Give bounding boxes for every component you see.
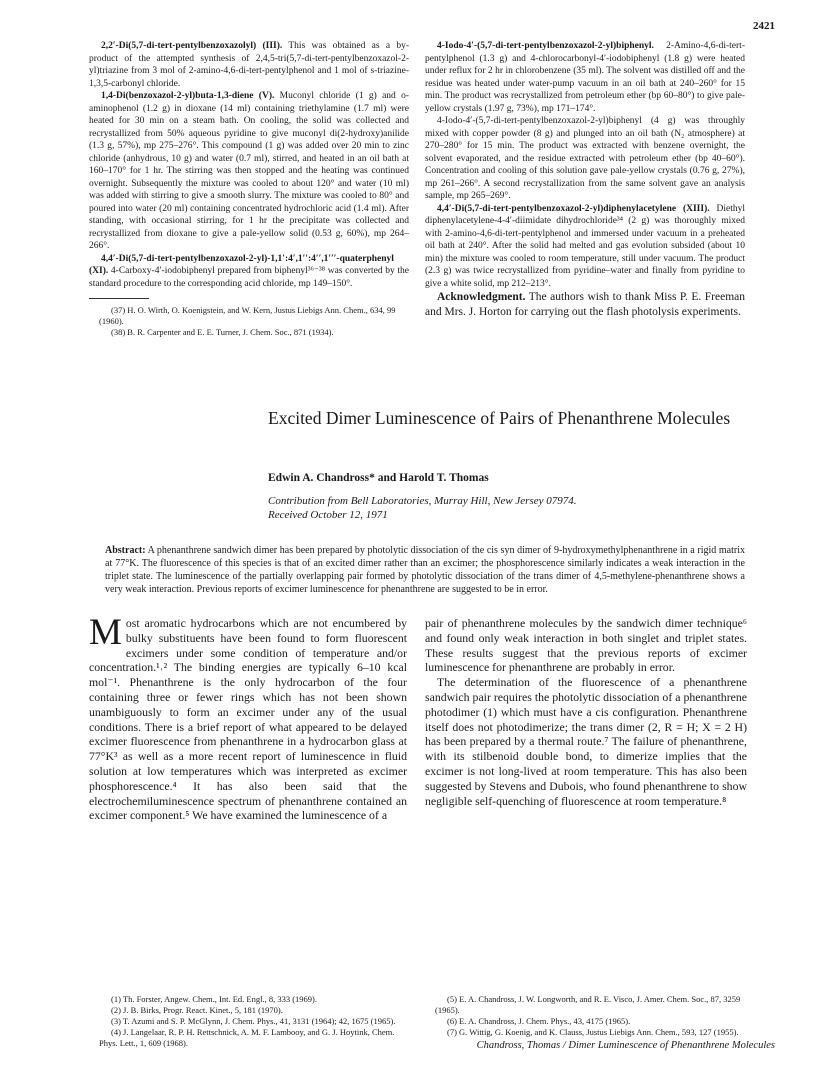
footnote: (7) G. Wittig, G. Koenig, and K. Clauss, Justus Liebigs Ann. Chem., 593, 127 (1955). — [447, 1027, 739, 1037]
footnote: (2) J. B. Birks, Progr. React. Kinet., 5, 181 (1970). — [111, 1005, 283, 1015]
abstract-label: Abstract: — [105, 545, 146, 556]
main-right-column — [425, 616, 747, 808]
main-left-column — [89, 612, 407, 823]
abstract — [105, 544, 745, 596]
paragraph — [425, 40, 745, 115]
abstract-text: A phenanthrene sandwich dimer has been prepared by photolytic dissociation of the cis syn dimer of 9-hydroxymethylphenanthrene in a rigid matrix at 77°K. The fluorescence of this species is that of an excited dimer rather than an excimer; the phosphorescence similarly indicates a weak interaction in the triplet state. The luminescence of the partially overlapping pair formed by photolytic dissociation of the trans dimer of 4,5-methylene-phenanthrene shows a very weak interaction. Previous reports of excimer luminescence for phenanthrene are suggested to be in error. — [105, 545, 745, 595]
paragraph: The determination of the fluorescence of a phenanthrene sandwich pair requires the photolytic dissociation of a phenanthrene photodimer (1) which must have a cis configuration. Phenanthrene itself does not photodimerize; the trans dimer (2, R = H; X = 2 H) has been prepared by a thermal route.⁷ The failure of phenanthrene, with its stilbenoid double bond, to dimerize implies that the excimer is not long-lived at room temperature. This has also been suggested by Stevens and Dubois, who found phenanthrene to show negligible self-quenching of fluorescence at room temperature.⁸ — [425, 675, 747, 808]
article-authors: Edwin A. Chandross* and Harold T. Thomas — [268, 472, 489, 484]
footnotes-right — [425, 994, 747, 1038]
footnote: (3) T. Azumi and S. P. McGlynn, J. Chem. Phys., 41, 3131 (1964); 42, 1675 (1965). — [111, 1016, 396, 1026]
article-title: Excited Dimer Luminescence of Pairs of Phenanthrene Molecules — [268, 408, 731, 428]
footnotes-left — [89, 994, 409, 1049]
paragraph — [89, 253, 409, 291]
compound-heading: 4-Iodo-4′-(5,7-di-tert-pentylbenzoxazol-2-yl)biphenyl. — [437, 41, 654, 51]
footnote: (1) Th. Forster, Angew. Chem., Int. Ed. Engl., 8, 333 (1969). — [111, 994, 317, 1004]
acknowledgment-text: The authors wish to thank Miss P. E. Freeman and Mrs. J. Horton for carrying out the flash photolysis experiments. — [425, 291, 745, 318]
acknowledgment-heading: Acknowledgment. — [437, 291, 526, 303]
footnote: (38) B. R. Carpenter and E. E. Turner, J. Chem. Soc., 871 (1934). — [111, 327, 334, 337]
paragraph: pair of phenanthrene molecules by the sandwich dimer technique⁶ and found only weak interaction in both singlet and triplet states. These results suggest that the previous reports of excimer luminescence for phenanthrene are probably in error. — [425, 616, 747, 675]
paragraph — [89, 90, 409, 253]
drop-cap: M — [89, 612, 122, 653]
compound-heading: 4,4′-Di(5,7-di-tert-pentylbenzoxazol-2-yl)-1,1′:4′,1′′:4′′,1′′′-quaterphenyl (XI). — [89, 253, 394, 276]
running-footer: Chandross, Thomas / Dimer Luminescence of Phenanthrene Molecules — [476, 1040, 775, 1051]
paragraph-text: Muconyl chloride (1 g) and o-aminophenol (1.2 g) in dioxane (14 ml) containing triethylamine (1.7 ml) were heated for 30 min on a steam bath. On cooling, the solid was collected and recrystallized from 50% aqueous pyridine to give muconyl di(2-hydroxy)anilide (1.3 g, 57%), mp 275–276°. This compound (1 g) was added over 20 min to zinc chloride (anhydrous, 10 g) and water (0.7 ml), stirred, and heated in an oil bath at 160–170° for 1 hr. The stirring was then stopped and the heating was continued overnight. Subsequently the mixture was cooled to about 120° and water (10 ml) was added with stirring to give a smooth slurry. The mixture was cooled to 80° and poured into water (20 ml) containing concentrated hydrochloric acid (1.4 ml). After standing, with occasional stirring, for 1 hr the precipitate was collected and recrystallized from dioxane to give a pale-yellow solid (0.53 g, 60%), mp 264–266°. — [89, 91, 410, 251]
received-date: Received October 12, 1971 — [268, 509, 388, 521]
footnote: (4) J. Langelaar, R. P. H. Rettschnick, A. M. F. Lambooy, and G. J. Hoytink, Chem. Phys. Lett., 1, 609 (1968). — [99, 1027, 395, 1048]
acknowledgment — [425, 290, 745, 319]
compound-heading: 4,4′-Di(5,7-di-tert-pentylbenzoxazol-2-yl)diphenylacetylene (XIII). — [437, 203, 710, 214]
paragraph — [425, 203, 745, 291]
page-number: 2421 — [753, 20, 775, 32]
footnote-divider — [89, 298, 149, 299]
affiliation-text: Contribution from Bell Laboratories, Murray Hill, New Jersey 07974. — [268, 495, 577, 507]
top-right-column — [425, 40, 745, 319]
top-left-column — [89, 40, 409, 338]
footnote: (5) E. A. Chandross, J. W. Longworth, and R. E. Visco, J. Amer. Chem. Soc., 87, 3259 (1965). — [435, 994, 741, 1015]
paragraph: 4-Iodo-4′-(5,7-di-tert-pentylbenzoxazol-2-yl)biphenyl (4 g) was throughly mixed with copper powder (8 g) and plunged into an oil bath (N₂ atmosphere) at 270–280° for 15 min. The product was extracted with benzene overnight, the solvent evaporated, and the residue extracted with petroleum ether (bp 40–60°). Concentration and cooling of this solution gave pale-yellow crystals (0.76 g, 27%), mp 261–266°. A second recrystallization from the same solvent gave an analysis sample, mp 265–269°. — [425, 116, 745, 201]
paragraph — [89, 40, 409, 90]
paragraph-text: 2-Amino-4,6-di-tert-pentylphenol (1.3 g) and 4-chlorocarbonyl-4′-iodobiphenyl (1.8 g) were heated under reflux for 2 hr in chlorobenzene (35 ml). The solvent was distilled off and the residue was heated under water-pump vacuum in an oil bath at 240–260° for 15 min. The product was recrystallized from petroleum ether (bp 60–80°) to give pale-yellow crystals (1.97 g, 73%), mp 171–174°. — [425, 41, 745, 114]
compound-heading: 1,4-Di(benzoxazol-2-yl)buta-1,3-diene (V). — [101, 91, 275, 101]
intro-paragraph — [89, 612, 407, 823]
paragraph-text: This was obtained as a by-product of the attempted synthesis of 2,4,5-tri(5,7-di-tert-pentylbenzoxazol-2-yl)triazine from 3 mol of 2-amino-4,6-di-tert-pentylphenol and 1 mol of s-triazine-1,3,5-carbonyl chloride. — [89, 41, 409, 89]
paragraph-text: Diethyl diphenylacetylene-4-4′-diimidate dihydrochloride³⁴ (2 g) was thoroughly mixed with 2-amino-4,6-di-tert-pentylphenol and immersed under vacuum in a preheated oil bath at 240°. After the solid had melted and gas evolution subsided (about 10 min) the mixture was cooled to room temperature, still under vacuum. The product (2.3 g) was twice recrystallized from pyridine–water and finally from pyridine to give a white solid, mp 212–213°. — [425, 203, 746, 289]
article-affiliation — [268, 494, 748, 522]
paragraph-text: 4-Carboxy-4′-iodobiphenyl prepared from biphenyl³⁶⁻³⁸ was converted by the standard procedure to the corresponding acid chloride, mp 149–150°. — [89, 266, 410, 289]
footnote: (37) H. O. Wirth, O. Koenigstein, and W. Kern, Justus Liebigs Ann. Chem., 634, 99 (1960). — [99, 305, 396, 326]
compound-heading: 2,2′-Di(5,7-di-tert-pentylbenzoxazolyl) (III). — [101, 41, 283, 51]
footnote: (6) E. A. Chandross, J. Chem. Phys., 43, 4175 (1965). — [447, 1016, 631, 1026]
paragraph-text: ost aromatic hydrocarbons which are not encumbered by bulky substituents have been found to form fluorescent excimers under some condition of temperature and/or concentration.¹˒² The binding energies are typically 6–10 kcal mol⁻¹. Phenanthrene is the only hydrocarbon of the four containing three or fewer rings which has not been shown unambiguously to form an excimer under any of the usual conditions. There is a brief report of what appeared to be delayed excimer fluorescence from phenanthrene in a hydrocarbon glass at 77°K³ as well as a more recent report of luminescence in fluid solution at low temperatures which was interpreted as excimer phosphorescence.⁴ It has also been said that the electrochemiluminescence spectrum of phenanthrene contained an excimer component.⁵ We have examined the luminescence of a — [89, 616, 407, 823]
